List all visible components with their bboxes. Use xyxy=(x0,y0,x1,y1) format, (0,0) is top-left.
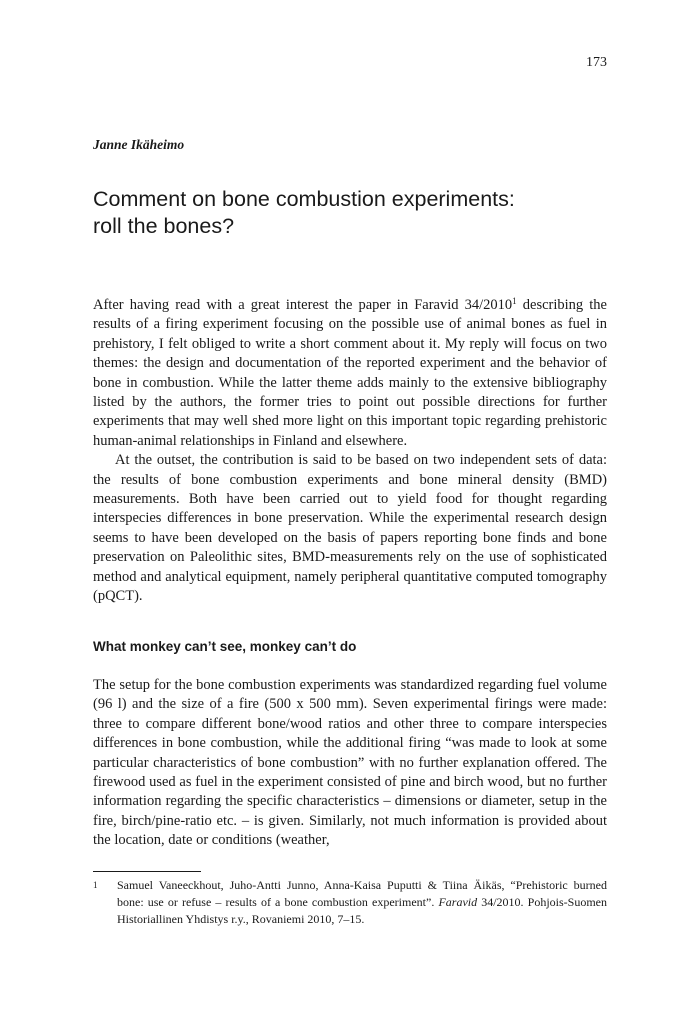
section-body xyxy=(93,676,607,851)
title-line-2: roll the bones? xyxy=(93,214,235,238)
footnote xyxy=(93,877,607,928)
footnote-text-b: 34/2010. Pohjois-Suomen Historiallinen Yhdistys r.y., Rovaniemi 2010, 7–15. xyxy=(117,895,607,926)
section-heading: What monkey can’t see, monkey can’t do xyxy=(93,639,357,654)
intro-section xyxy=(93,296,607,607)
page-number: 173 xyxy=(586,55,607,70)
intro-p1-text-b: describing the results of a firing experiment focusing on the possible use of animal bones as fuel in prehistory, I felt obliged to write a short comment about it. My reply will focus on two themes: the design and documentation of the reported experiment and the behavior of bone in combustion. While the latter theme adds mainly to the extensive bibliography listed by the authors, the former tries to point out possible directions for further experiments that may well shed more light on this important topic regarding prehistoric human-animal relationships in Finland and elsewhere. xyxy=(93,297,607,449)
footnote-journal: Faravid xyxy=(438,895,478,909)
footnote-divider xyxy=(93,871,201,872)
intro-paragraph-2: At the outset, the contribution is said to be based on two independent sets of data: the results of bone combustion experiments and bone mineral density (BMD) measurements. Both have been carried out to yield food for thought regarding interspecies differences in bone preservation. While the experimental research design seems to have been developed on the basis of papers reporting bone finds and bone preservation on Paleolithic sites, BMD-measurements rely on the use of sophisticated method and analytical equipment, namely peripheral quantitative computed tomography (pQCT). xyxy=(93,452,607,605)
author-name: Janne Ikäheimo xyxy=(93,137,185,152)
intro-paragraph-1 xyxy=(93,296,607,451)
footnote-mark: 1 xyxy=(93,880,98,890)
footnote-text-a: Samuel Vaneeckhout, Juho-Antti Junno, Anna-Kaisa Puputti & Tiina Äikäs, “Prehistoric burned bone: use or refuse – results of a bone combustion experiment”. xyxy=(117,878,607,909)
title-line-1: Comment on bone combustion experiments: xyxy=(93,187,515,211)
section-paragraph-1: The setup for the bone combustion experiments was standardized regarding fuel volume (96 l) and the size of a fire (500 x 500 mm). Seven experimental firings were made: three to compare different bone/wood ratios and other three to compare interspecies differences in bone combustion, while the additional firing “was made to look at some particular characteristics of bone combustion” with no further explanation offered. The firewood used as fuel in the experiment consisted of pine and birch wood, but no further information regarding the specific characteristics – dimensions or diameter, setup in the fire, birch/pine-ratio etc. – is given. Similarly, not much information is provided about the location, date or conditions (weather, xyxy=(93,677,607,849)
footnote-reference: 1 xyxy=(512,296,517,306)
footnote-text xyxy=(117,877,607,928)
intro-p1-text-a: After having read with a great interest the paper in Faravid 34/2010 xyxy=(93,297,513,313)
article-title xyxy=(93,186,613,240)
